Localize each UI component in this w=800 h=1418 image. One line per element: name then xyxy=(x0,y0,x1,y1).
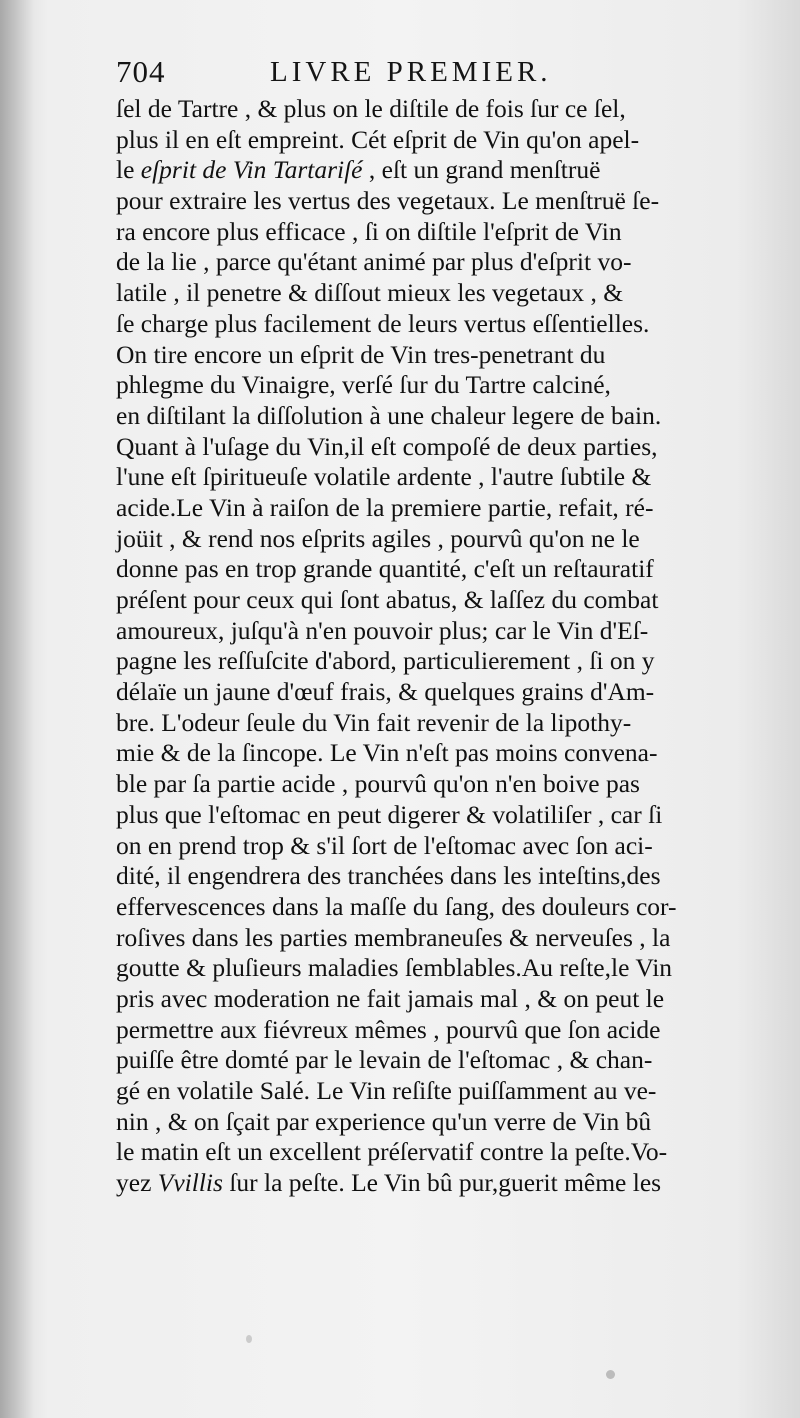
text-line: bre. L'odeur ſeule du Vin fait revenir de la lipothy- xyxy=(116,707,632,737)
text-line: ble par ſa partie acide , pourvû qu'on n'en boive pas xyxy=(116,769,640,799)
text-segment: yez xyxy=(116,1168,158,1198)
book-title: LIVRE PREMIER. xyxy=(270,56,552,88)
text-segment: , eſt un grand menſtruë xyxy=(362,155,601,185)
text-line: pagne les reſſuſcite d'abord, particulierement , ſi on y xyxy=(116,646,655,676)
italic-author: Vvillis xyxy=(157,1168,223,1198)
text-line: pour extraire les vertus des vegetaux. Le menſtruë ſe- xyxy=(116,186,660,216)
text-line: l'une eſt ſpiritueuſe volatile ardente , l'autre ſubtile & xyxy=(116,462,652,492)
running-head xyxy=(116,54,756,94)
ink-speck xyxy=(246,1335,252,1343)
text-line: goutte & pluſieurs maladies ſemblables.Au reſte,le Vin xyxy=(116,953,673,983)
text-line: permettre aux fiévreux mêmes , pourvû que ſon acide xyxy=(116,1014,661,1044)
text-line: puiſſe être domté par le levain de l'eſtomac , & chan- xyxy=(116,1045,653,1075)
text-line: plus que l'eſtomac en peut digerer & volatiliſer , car ſi xyxy=(116,799,663,829)
text-line: de la lie , parce qu'étant animé par plus d'eſprit vo- xyxy=(116,247,632,277)
text-line: nin , & on ſçait par experience qu'un verre de Vin bû xyxy=(116,1106,652,1136)
text-line: pris avec moderation ne fait jamais mal , & on peut le xyxy=(116,983,665,1013)
text-line: mie & de la ſincope. Le Vin n'eſt pas moins convena- xyxy=(116,738,658,768)
text-line: ra encore plus efficace , ſi on diſtile l'eſprit de Vin xyxy=(116,216,622,246)
italic-term: eſprit de Vin Tartariſé xyxy=(140,155,363,185)
text-line: roſives dans les parties membraneuſes & nerveuſes , la xyxy=(116,922,671,952)
text-line: plus il en eſt empreint. Cét eſprit de Vin qu'on apel- xyxy=(116,124,640,154)
text-line: phlegme du Vinaigre, verſé ſur du Tartre calciné, xyxy=(116,370,611,400)
text-line: effervescences dans la maſſe du ſang, des douleurs cor- xyxy=(116,891,677,921)
text-line: amoureux, juſqu'à n'en pouvoir plus; car le Vin d'Eſ- xyxy=(116,615,649,645)
text-line: On tire encore un eſprit de Vin tres-penetrant du xyxy=(116,339,606,369)
ink-speck xyxy=(606,1370,615,1379)
text-line: le matin eſt un excellent préſervatif contre la peſte.Vo- xyxy=(116,1137,668,1167)
gutter-shadow xyxy=(0,0,34,1418)
text-line: gé en volatile Salé. Le Vin reſiſte puiſſamment au ve- xyxy=(116,1076,657,1105)
text-line xyxy=(116,155,770,186)
text-segment: ſur la peſte. Le Vin bû pur,guerit même les xyxy=(229,1168,662,1198)
text-line: préſent pour ceux qui ſont abatus, & laſſez du combat xyxy=(116,585,659,614)
text-line: donne pas en trop grande quantité, c'eſt un reſtauratif xyxy=(116,554,654,584)
body-text xyxy=(116,94,770,1199)
text-line: ſe charge plus facilement de leurs vertus eſſentielles. xyxy=(116,308,650,338)
text-line: joüit , & rend nos eſprits agiles , pourvû qu'on ne le xyxy=(116,523,640,553)
text-line: en diſtilant la diſſolution à une chaleur legere de bain. xyxy=(116,400,662,430)
text-line: ſel de Tartre , & plus on le diſtile de fois ſur ce ſel, xyxy=(116,94,626,123)
text-line xyxy=(116,1168,770,1199)
text-line: dité, il engendrera des tranchées dans les inteſtins,des xyxy=(116,861,661,891)
text-line: délaïe un jaune d'œuf frais, & quelques grains d'Am- xyxy=(116,677,655,707)
text-line: latile , il penetre & diſſout mieux les vegetaux , & xyxy=(116,278,624,308)
text-line: on en prend trop & s'il ſort de l'eſtomac avec ſon aci- xyxy=(116,830,653,860)
text-line: acide.Le Vin à raiſon de la premiere partie, refait, ré- xyxy=(116,492,654,522)
text-line: Quant à l'uſage du Vin,il eſt compoſé de deux parties, xyxy=(116,431,658,461)
text-segment: le xyxy=(116,155,141,185)
page-number: 704 xyxy=(116,54,166,89)
